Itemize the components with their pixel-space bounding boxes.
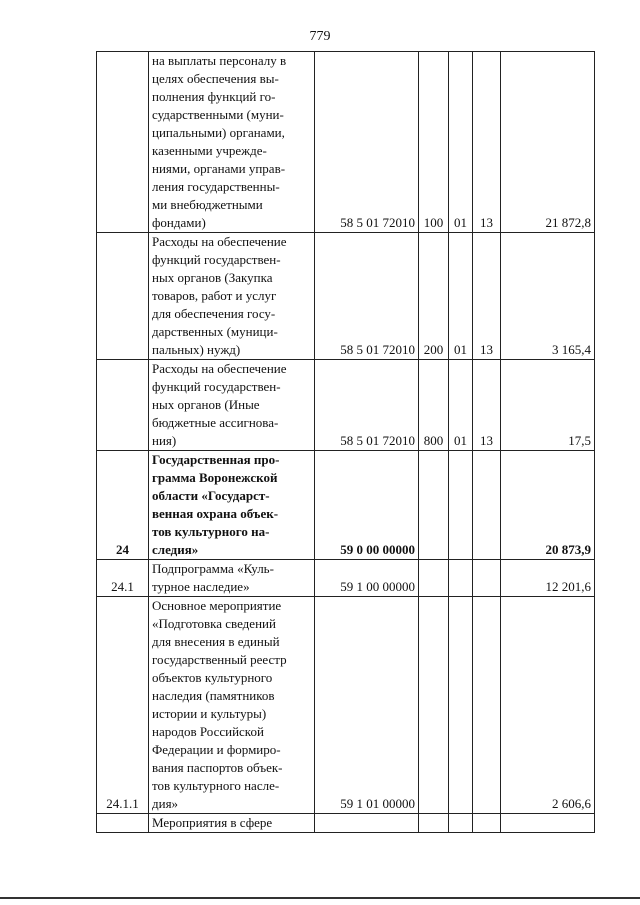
section-code: 01 xyxy=(449,233,473,360)
target-article-code: 59 1 01 00000 xyxy=(315,597,419,814)
amount: 3 165,4 xyxy=(501,233,595,360)
row-number xyxy=(97,814,149,833)
row-number xyxy=(97,52,149,233)
target-article-code: 59 0 00 00000 xyxy=(315,451,419,560)
row-name: Подпрограмма «Куль- турное наследие» xyxy=(149,560,315,597)
row-name: Государственная про- грамма Воронежской области «Государст- венная охрана объек- тов культурного на- следия» xyxy=(149,451,315,560)
row-name: Мероприятия в сфере xyxy=(149,814,315,833)
amount: 21 872,8 xyxy=(501,52,595,233)
bottom-rule xyxy=(0,897,640,899)
expense-type-code: 800 xyxy=(419,360,449,451)
expense-type-code: 200 xyxy=(419,233,449,360)
row-name: Расходы на обеспечение функций государствен- ных органов (Иные бюджетные ассигнова- ния) xyxy=(149,360,315,451)
subsection-code: 13 xyxy=(473,233,501,360)
table-row xyxy=(97,814,595,833)
expense-type-code xyxy=(419,451,449,560)
budget-table xyxy=(96,51,595,833)
expense-type-code xyxy=(419,597,449,814)
subsection-code xyxy=(473,814,501,833)
table-row xyxy=(97,560,595,597)
amount xyxy=(501,814,595,833)
section-code: 01 xyxy=(449,360,473,451)
expense-type-code: 100 xyxy=(419,52,449,233)
section-code xyxy=(449,560,473,597)
subsection-code: 13 xyxy=(473,52,501,233)
section-code xyxy=(449,814,473,833)
subsection-code xyxy=(473,560,501,597)
row-number xyxy=(97,360,149,451)
table-row xyxy=(97,360,595,451)
row-number: 24 xyxy=(97,451,149,560)
page-number: 779 xyxy=(309,29,331,44)
table-row xyxy=(97,52,595,233)
table-row xyxy=(97,597,595,814)
row-name: Расходы на обеспечение функций государствен- ных органов (Закупка товаров, работ и услуг для обеспечения госу- дарственных (муници- пальных) нужд) xyxy=(149,233,315,360)
amount: 2 606,6 xyxy=(501,597,595,814)
target-article-code: 58 5 01 72010 xyxy=(315,233,419,360)
amount: 12 201,6 xyxy=(501,560,595,597)
table-row-program xyxy=(97,451,595,560)
section-code xyxy=(449,451,473,560)
row-name: Основное мероприятие «Подготовка сведений для внесения в единый государственный реестр объектов культурного наследия (памятников истории и культуры) народов Российской Федерации и формиро- вания паспортов объек- тов культурного насле- дия» xyxy=(149,597,315,814)
target-article-code: 58 5 01 72010 xyxy=(315,360,419,451)
target-article-code: 59 1 00 00000 xyxy=(315,560,419,597)
expense-type-code xyxy=(419,560,449,597)
target-article-code: 58 5 01 72010 xyxy=(315,52,419,233)
section-code: 01 xyxy=(449,52,473,233)
target-article-code xyxy=(315,814,419,833)
subsection-code: 13 xyxy=(473,360,501,451)
amount: 17,5 xyxy=(501,360,595,451)
subsection-code xyxy=(473,597,501,814)
table-row xyxy=(97,233,595,360)
row-number: 24.1.1 xyxy=(97,597,149,814)
section-code xyxy=(449,597,473,814)
row-number: 24.1 xyxy=(97,560,149,597)
row-number xyxy=(97,233,149,360)
subsection-code xyxy=(473,451,501,560)
amount: 20 873,9 xyxy=(501,451,595,560)
expense-type-code xyxy=(419,814,449,833)
row-name: на выплаты персоналу в целях обеспечения вы- полнения функций го- сударственными (муни- ципальными) органами, казенными учрежде- ниями, органами управ- ления государственны- ми внебюджетными фондами) xyxy=(149,52,315,233)
